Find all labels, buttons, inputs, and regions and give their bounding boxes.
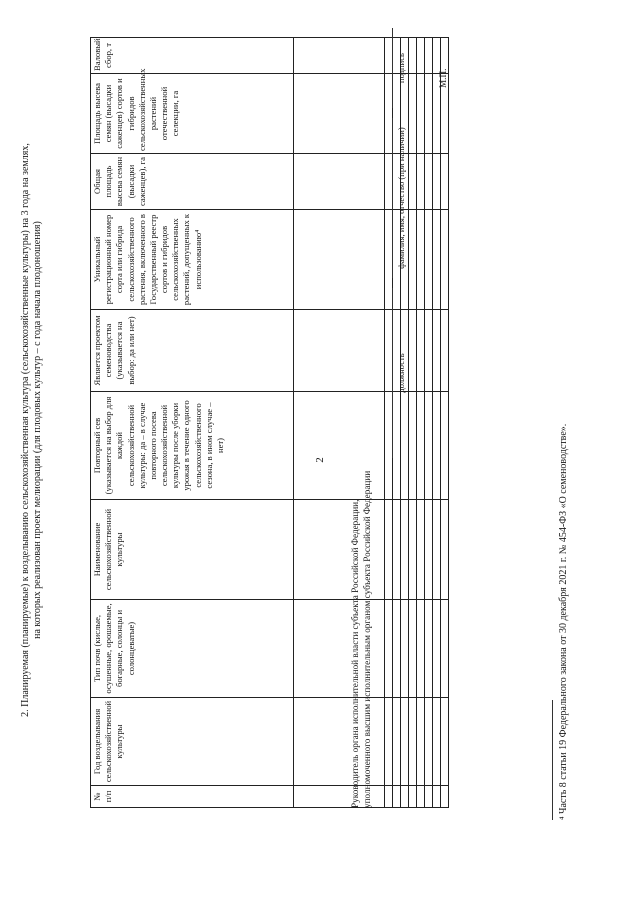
footnote: ⁴ Часть 8 статьи 19 Федерального закона от 30 декабря 2021 г. № 454-ФЗ «О семеноводстве». (558, 423, 569, 820)
sign-line (392, 28, 393, 108)
section-title (20, 20, 44, 840)
sign-caption: подпись (396, 53, 406, 83)
header-repeat-sowing: Повторный сев (указывается на выбор для каждой сельскохозяйственной культуры: да – в случае повторного посева сельскохозяйственной культуры после уборки урожая в течение одного сельскохозяйственного сезона, в ином случае – нет) (91, 392, 294, 500)
footnote-rule (552, 700, 553, 820)
header-soil-type: Тип почв (кислые, осушенные, орошаемые, богарные, солонцы и солонцеватые) (91, 600, 294, 698)
position-caption: должность (396, 353, 406, 393)
position-line (392, 288, 393, 458)
signature-block (350, 28, 470, 808)
name-line (392, 118, 393, 278)
section-title-line-2: на которых реализован проект мелиорации (для плодовых культур – с года начала плодоношения) (32, 221, 44, 639)
stamp-placeholder: М.П. (438, 68, 448, 88)
header-gross-yield: Валовый сбор, т (91, 38, 294, 74)
header-seed-project: Является проектом семеноводства (указывается на выбор: да или нет) (91, 310, 294, 392)
signatory-organization: Руководитель органа исполнительной власти субъекта Российской Федерации, уполномоченного высшим исполнительным органом субъекта Российской Федерации (350, 470, 372, 808)
header-domestic-area: Площадь высева семян (высадки саженцев) сортов и гибридов сельскохозяйственных растений отечественной селекции, га (91, 74, 294, 154)
header-crop-name: Наименование сельскохозяйственной культуры (91, 500, 294, 600)
header-registration-number: Уникальный регистрационный номер сорта или гибрида сельскохозяйственного растения, включенного в Государственный реестр сортов и гибридов сельскохозяйственных растений, допущенных к использованию⁴ (91, 210, 294, 310)
header-number: № п/п (91, 786, 294, 808)
rotated-page-content (20, 20, 600, 840)
header-year: Год возделывания сельскохозяйственной культуры (91, 698, 294, 786)
header-total-area: Общая площадь высева семян (высадки саженцев), га (91, 154, 294, 210)
section-title-line-1: 2. Планируемая (планируемые) к возделыванию сельскохозяйственная культура (сельскохозяйственные культуры) на 3 года на землях, (20, 143, 31, 717)
page-number: 2 (314, 457, 326, 463)
name-caption: фамилия, имя, отчество (при наличии) (396, 127, 406, 269)
